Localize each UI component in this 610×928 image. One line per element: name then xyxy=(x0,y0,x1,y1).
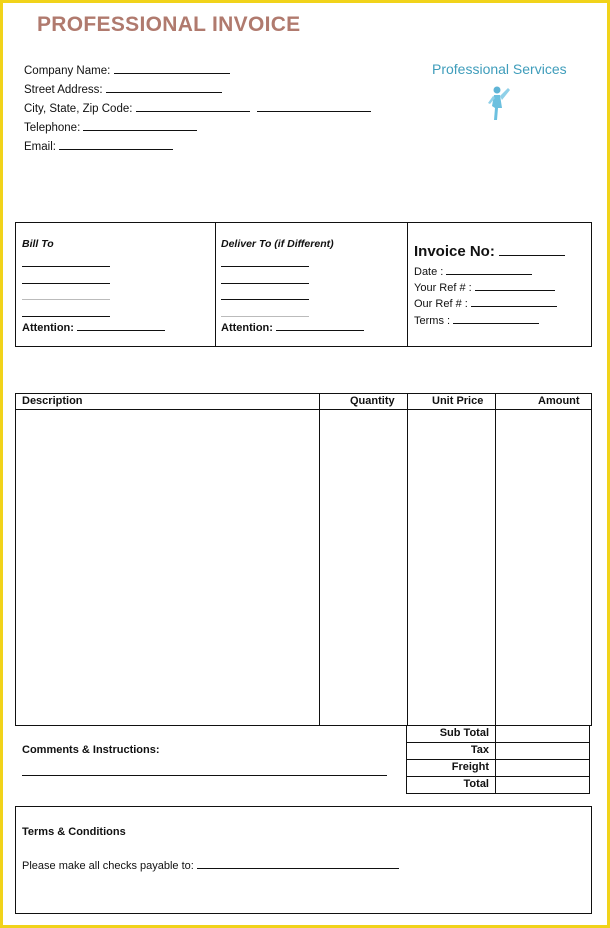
table-header xyxy=(16,394,591,410)
invoice-date xyxy=(414,265,532,278)
divider xyxy=(319,394,320,725)
invoice-number xyxy=(414,243,565,260)
payable-to xyxy=(22,859,399,872)
freight-label: Freight xyxy=(451,761,489,773)
person-figure-icon xyxy=(486,84,512,124)
company-info xyxy=(24,64,371,159)
terms-section xyxy=(15,806,592,914)
invoice-date-label: Date : xyxy=(414,266,444,278)
street-address-label: Street Address: xyxy=(24,84,103,96)
zip-field[interactable] xyxy=(257,102,371,112)
deliver-to-line-2[interactable] xyxy=(221,283,309,284)
brand-name: Professional Services xyxy=(432,61,567,77)
our-ref xyxy=(414,297,557,310)
invoice-number-field[interactable] xyxy=(499,243,565,256)
email-field[interactable] xyxy=(59,140,173,150)
our-ref-field[interactable] xyxy=(471,297,557,307)
street-address-field[interactable] xyxy=(106,83,222,93)
your-ref-field[interactable] xyxy=(475,281,555,291)
terms-heading: Terms & Conditions xyxy=(22,826,126,838)
bill-to-line-4[interactable] xyxy=(22,316,110,317)
your-ref-label: Your Ref # : xyxy=(414,282,472,294)
city-field[interactable] xyxy=(136,102,250,112)
freight-value[interactable] xyxy=(495,760,589,776)
company-name-label: Company Name: xyxy=(24,65,111,77)
terms xyxy=(414,314,539,327)
deliver-to-line-3[interactable] xyxy=(221,299,309,300)
tax-label: Tax xyxy=(470,744,489,756)
bill-attention-label: Attention: xyxy=(22,322,74,334)
city-row xyxy=(24,102,371,121)
comments-field[interactable] xyxy=(22,775,387,776)
divider xyxy=(407,223,408,346)
bill-to-line-3[interactable] xyxy=(22,299,110,300)
deliver-attention-field[interactable] xyxy=(276,321,364,331)
bill-to-heading: Bill To xyxy=(22,238,54,250)
deliver-attention xyxy=(221,321,364,334)
items-table xyxy=(15,393,592,726)
company-name-field[interactable] xyxy=(114,64,230,74)
payable-to-field[interactable] xyxy=(197,859,399,869)
total-label: Total xyxy=(463,778,489,790)
telephone-row xyxy=(24,121,371,140)
bill-attention-field[interactable] xyxy=(77,321,165,331)
telephone-label: Telephone: xyxy=(24,122,81,134)
bill-to-line-1[interactable] xyxy=(22,266,110,267)
invoice-number-label: Invoice No: xyxy=(414,243,495,260)
city-label: City, State, Zip Code: xyxy=(24,103,133,115)
bill-to-line-2[interactable] xyxy=(22,283,110,284)
subtotal-row xyxy=(406,726,590,743)
your-ref xyxy=(414,281,555,294)
divider xyxy=(407,394,408,725)
company-name-row xyxy=(24,64,371,83)
deliver-to-line-4[interactable] xyxy=(221,316,309,317)
terms-label: Terms : xyxy=(414,315,451,327)
tax-row xyxy=(406,743,590,760)
payable-to-label: Please make all checks payable to: xyxy=(22,860,194,872)
email-label: Email: xyxy=(24,141,56,153)
total-value[interactable] xyxy=(495,777,589,793)
invoice-title: PROFESSIONAL INVOICE xyxy=(37,13,301,36)
tax-value[interactable] xyxy=(495,743,589,759)
freight-row xyxy=(406,760,590,777)
deliver-to-heading: Deliver To (if Different) xyxy=(221,238,334,250)
totals-table xyxy=(406,726,590,794)
comments-label: Comments & Instructions: xyxy=(22,744,160,756)
column-quantity: Quantity xyxy=(350,395,395,407)
invoice-date-field[interactable] xyxy=(446,265,532,275)
bill-attention xyxy=(22,321,165,334)
street-address-row xyxy=(24,83,371,102)
deliver-to-line-1[interactable] xyxy=(221,266,309,267)
column-unit-price: Unit Price xyxy=(432,395,484,407)
terms-field[interactable] xyxy=(453,314,539,324)
column-description: Description xyxy=(22,395,83,407)
subtotal-value[interactable] xyxy=(495,726,589,742)
total-row xyxy=(406,777,590,794)
email-row xyxy=(24,140,371,159)
billing-section xyxy=(15,222,592,347)
subtotal-label: Sub Total xyxy=(439,727,489,739)
telephone-field[interactable] xyxy=(83,121,197,131)
our-ref-label: Our Ref # : xyxy=(414,298,468,310)
deliver-attention-label: Attention: xyxy=(221,322,273,334)
divider xyxy=(215,223,216,346)
column-amount: Amount xyxy=(538,395,580,407)
divider xyxy=(495,394,496,725)
